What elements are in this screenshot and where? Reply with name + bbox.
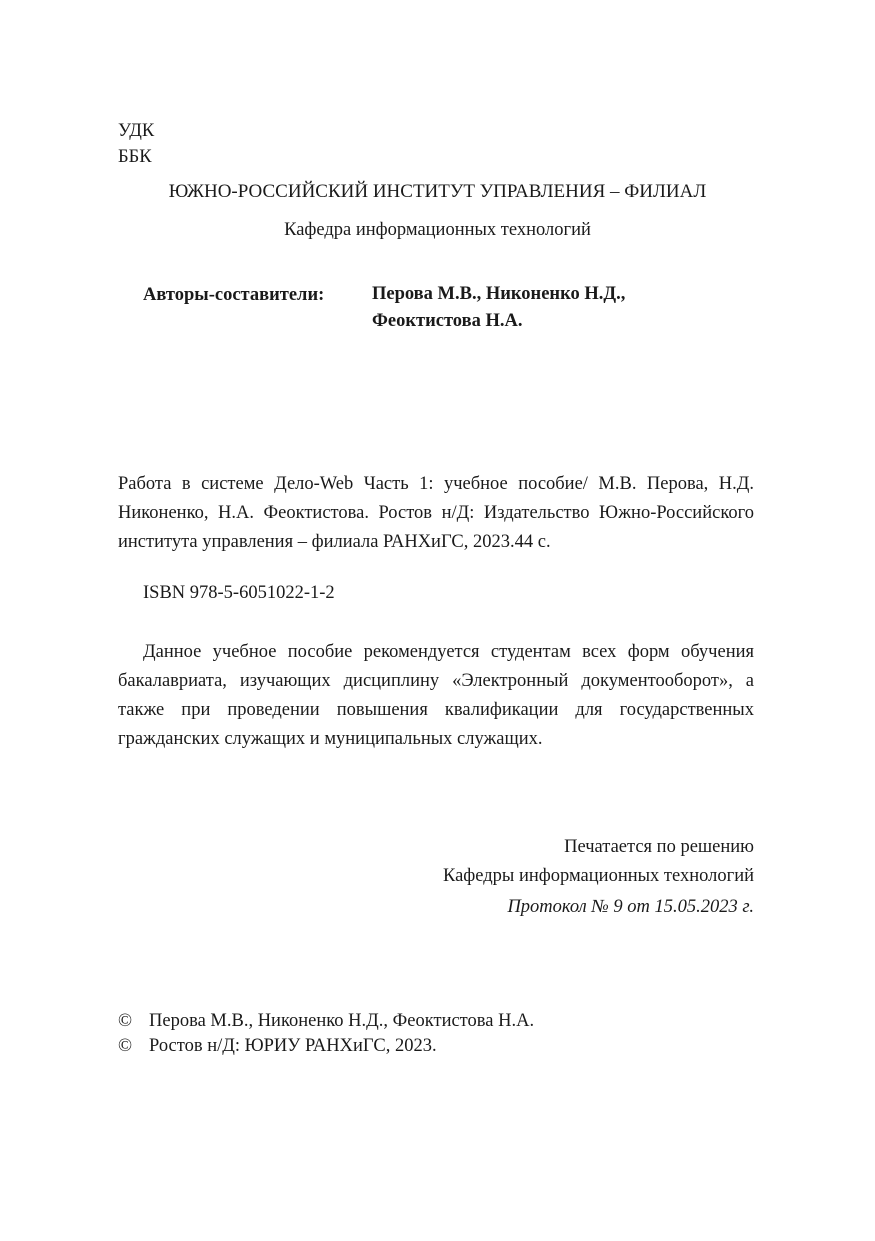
copyright-icon: ©: [118, 1036, 133, 1056]
institute-title: ЮЖНО-РОССИЙСКИЙ ИНСТИТУТ УПРАВЛЕНИЯ – ФИЛИАЛ: [168, 181, 707, 202]
authors-names: [372, 281, 625, 335]
copyright-publisher-text: Ростов н/Д: ЮРИУ РАНХиГС, 2023.: [149, 1036, 437, 1056]
authors-label: Авторы-составители:: [143, 285, 325, 305]
copyright-authors-text: Перова М.В., Никоненко Н.Д., Феоктистова Н.А.: [149, 1011, 535, 1031]
authors-line-2: Феоктистова Н.А.: [372, 311, 523, 331]
protocol-line: Протокол № 9 от 15.05.2023 г.: [507, 897, 754, 917]
copyright-publisher: [118, 1032, 437, 1061]
bbk-label: ББК: [118, 147, 152, 167]
annotation-paragraph: Данное учебное пособие рекомендуется студентам всех форм обучения бакалавриата, изучающих дисциплину «Электронный документооборот», а также при проведении повышения квалификации для государственных гражданских служащих и муниципальных служащих.: [118, 642, 754, 749]
bibliographic-citation: Работа в системе Дело-Web Часть 1: учебное пособие/ М.В. Перова, Н.Д. Никоненко, Н.А. Феоктистова. Ростов н/Д: Издательство Южно-Российского института управления – филиала РАНХиГС, 2023.44 с.: [118, 474, 754, 552]
approval-block: [443, 833, 754, 891]
approval-line-1: Печатается по решению: [564, 837, 754, 857]
authors-line-1: Перова М.В., Никоненко Н.Д.,: [372, 284, 626, 304]
department-title: Кафедра информационных технологий: [284, 220, 591, 240]
copyright-icon: ©: [118, 1011, 133, 1031]
udk-label: УДК: [118, 121, 155, 141]
isbn: ISBN 978-5-6051022-1-2: [143, 583, 335, 603]
approval-line-2: Кафедры информационных технологий: [442, 866, 754, 886]
